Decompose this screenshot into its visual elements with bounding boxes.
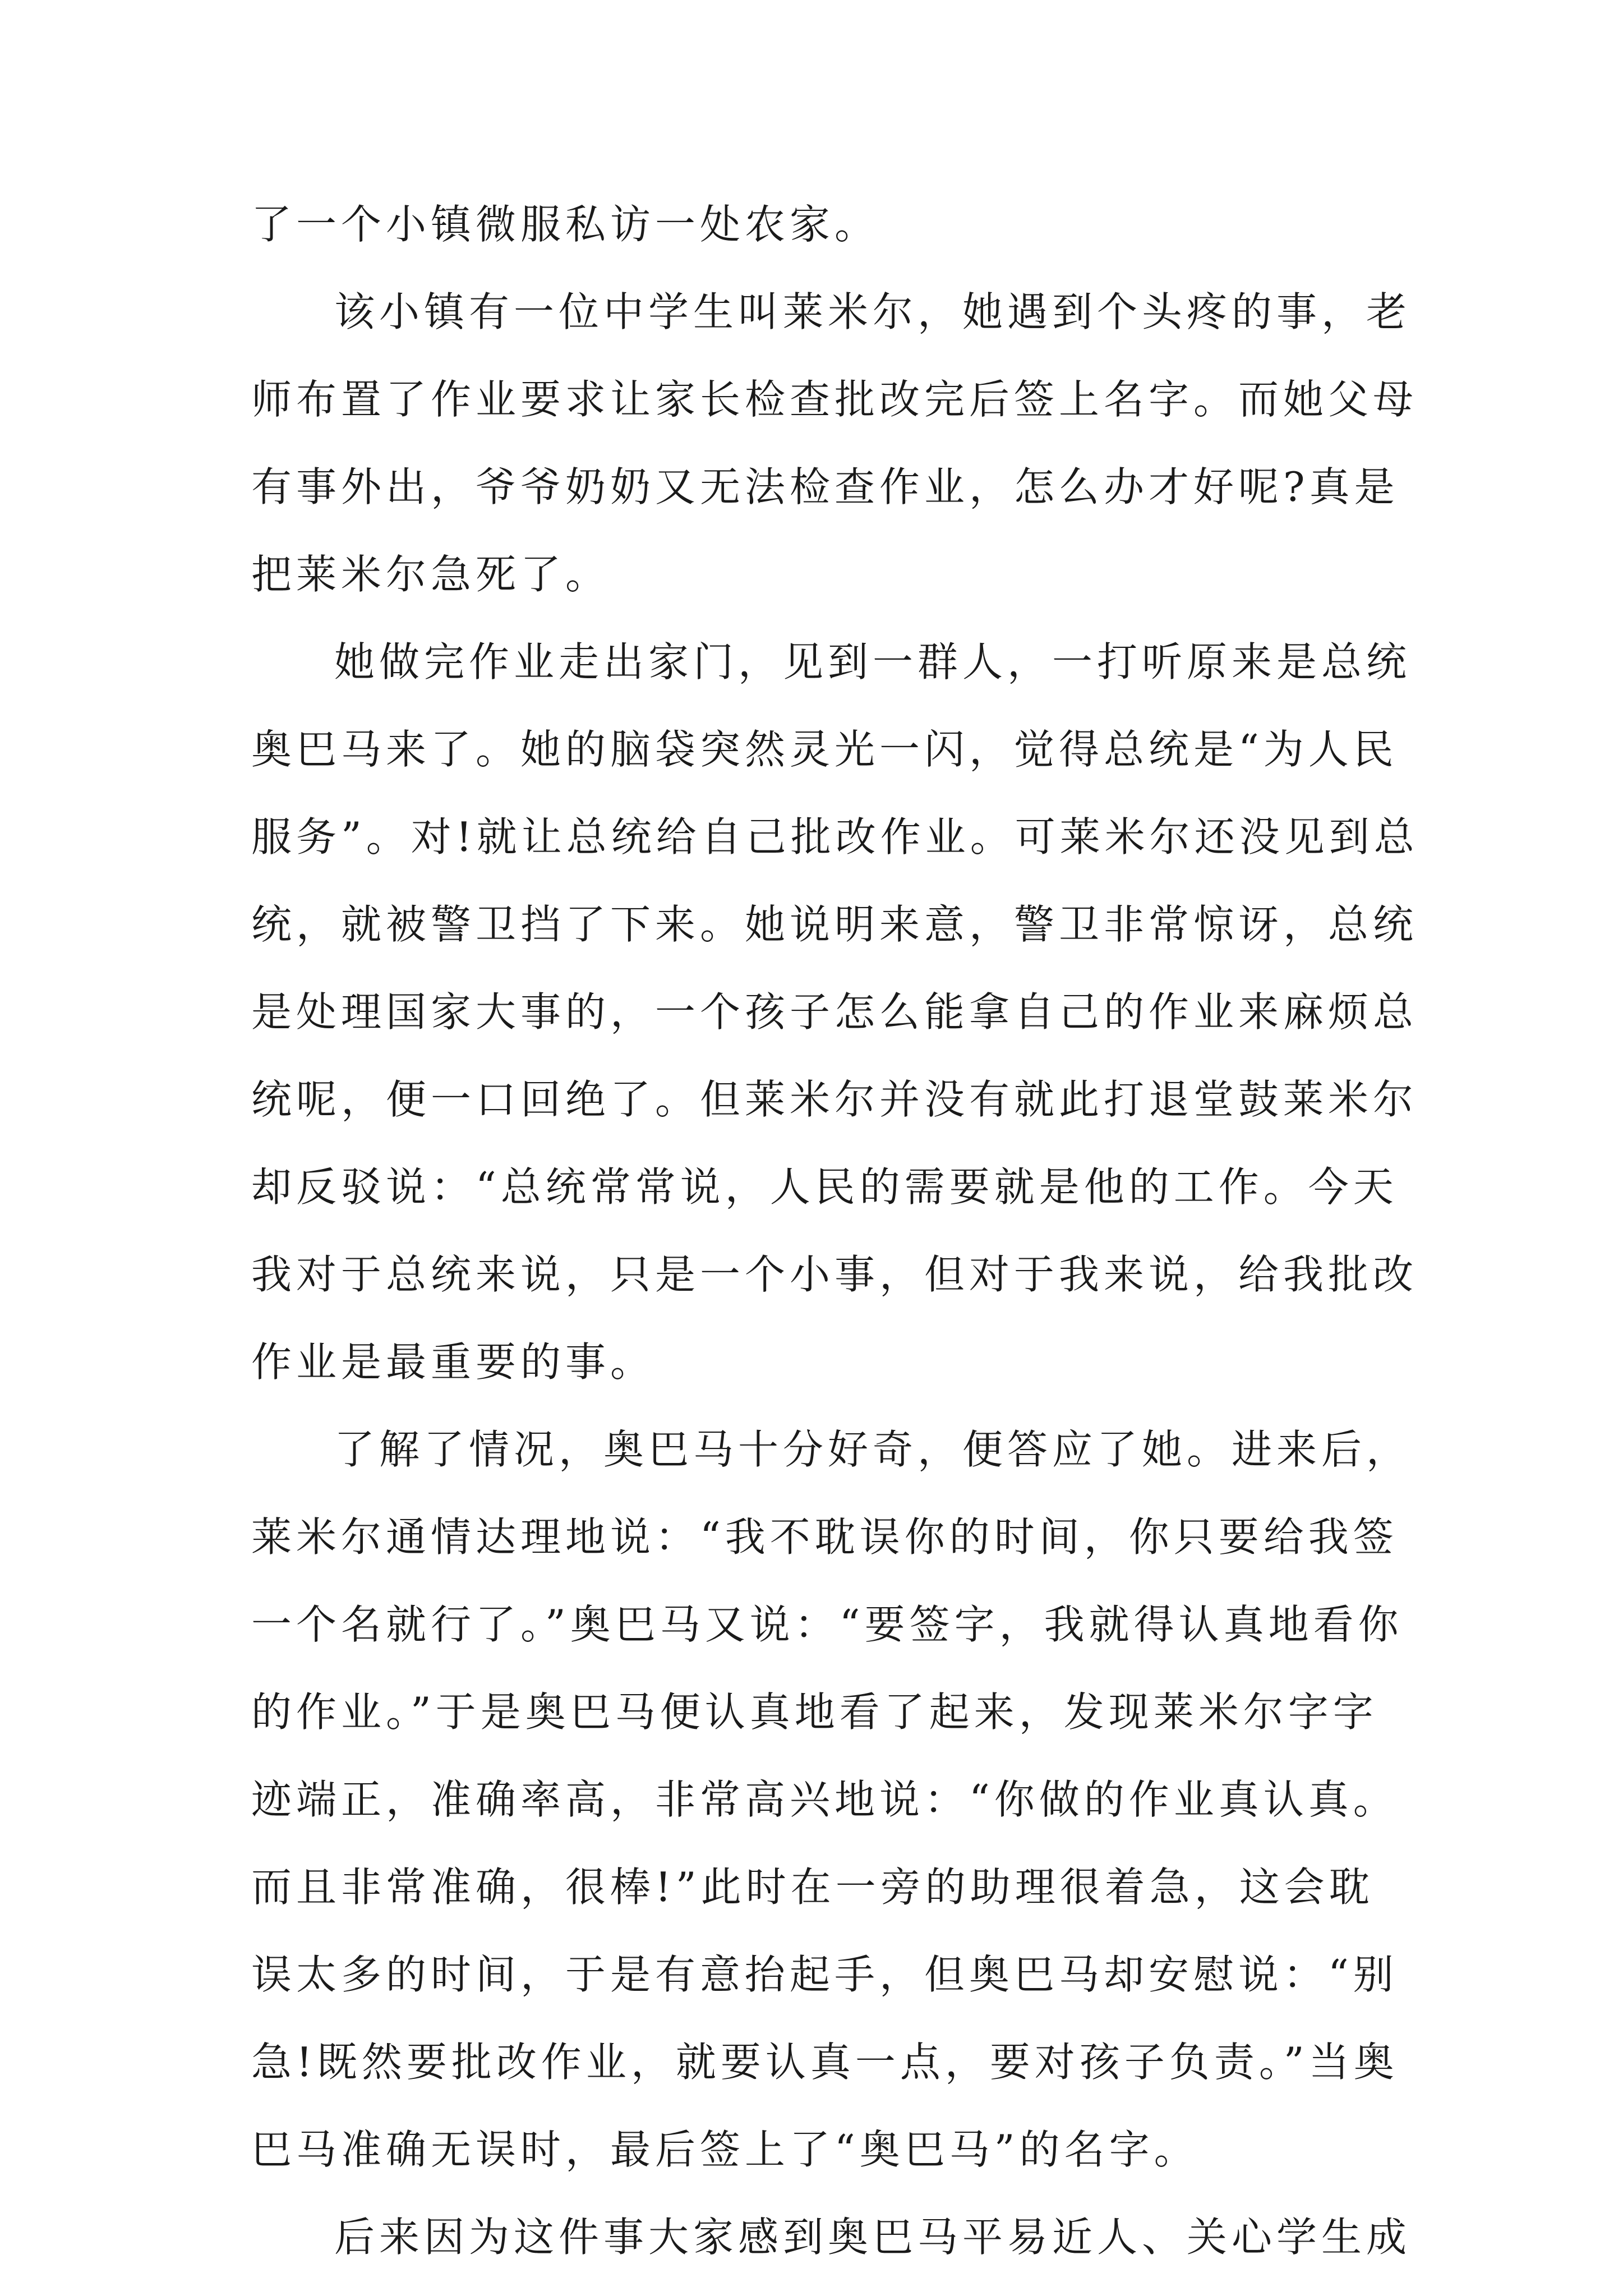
paragraph-first-line: 了解了情况，奥巴马十分好奇，便答应了她。进来后， (334, 1426, 1412, 1473)
text-line: 统，就被警卫挡了下来。她说明来意，警卫非常惊讶，总统 (251, 901, 1418, 948)
text-line: 巴马准确无误时，最后签上了“奥巴马”的名字。 (251, 2126, 1199, 2173)
text-line: 服务”。对!就让总统给自己批改作业。可莱米尔还没见到总 (251, 813, 1419, 861)
text-line: 误太多的时间，于是有意抬起手，但奥巴马却安慰说：“别 (251, 1951, 1398, 1998)
text-line: 而且非常准确，很棒!”此时在一旁的助理很着急，这会耽 (251, 1864, 1374, 1911)
text-line: 是处理国家大事的，一个孩子怎么能拿自己的作业来麻烦总 (251, 988, 1418, 1036)
text-line: 把莱米尔急死了。 (251, 551, 611, 598)
text-line: 却反驳说：“总统常常说，人民的需要就是他的工作。今天 (251, 1163, 1398, 1211)
paragraph-first-line: 该小镇有一位中学生叫莱米尔，她遇到个头疼的事，老 (334, 288, 1412, 335)
text-line: 统呢，便一口回绝了。但莱米尔并没有就此打退堂鼓莱米尔 (251, 1076, 1418, 1123)
text-line: 师布置了作业要求让家长检查批改完后签上名字。而她父母 (251, 376, 1418, 423)
text-line: 有事外出，爷爷奶奶又无法检查作业，怎么办才好呢?真是 (251, 463, 1399, 510)
text-line: 作业是最重要的事。 (251, 1338, 656, 1386)
text-line: 了一个小镇微服私访一处农家。 (251, 201, 880, 248)
text-line: 的作业。”于是奥巴马便认真地看了起来，发现莱米尔字字 (251, 1688, 1378, 1736)
text-line: 莱米尔通情达理地说：“我不耽误你的时间，你只要给我签 (251, 1513, 1398, 1561)
paragraph-first-line: 她做完作业走出家门，见到一群人，一打听原来是总统 (334, 638, 1412, 685)
paragraph-first-line: 后来因为这件事大家感到奥巴马平易近人、关心学生成 (334, 2214, 1412, 2261)
text-line: 迹端正，准确率高，非常高兴地说：“你做的作业真认真。 (251, 1776, 1398, 1823)
text-line: 奥巴马来了。她的脑袋突然灵光一闪，觉得总统是“为人民 (251, 726, 1398, 773)
text-line: 一个名就行了。”奥巴马又说：“要签字，我就得认真地看你 (251, 1601, 1403, 1648)
text-line: 急!既然要批改作业，就要认真一点，要对孩子负责。”当奥 (251, 2039, 1399, 2086)
text-line: 我对于总统来说，只是一个小事，但对于我来说，给我批改 (251, 1251, 1418, 1298)
